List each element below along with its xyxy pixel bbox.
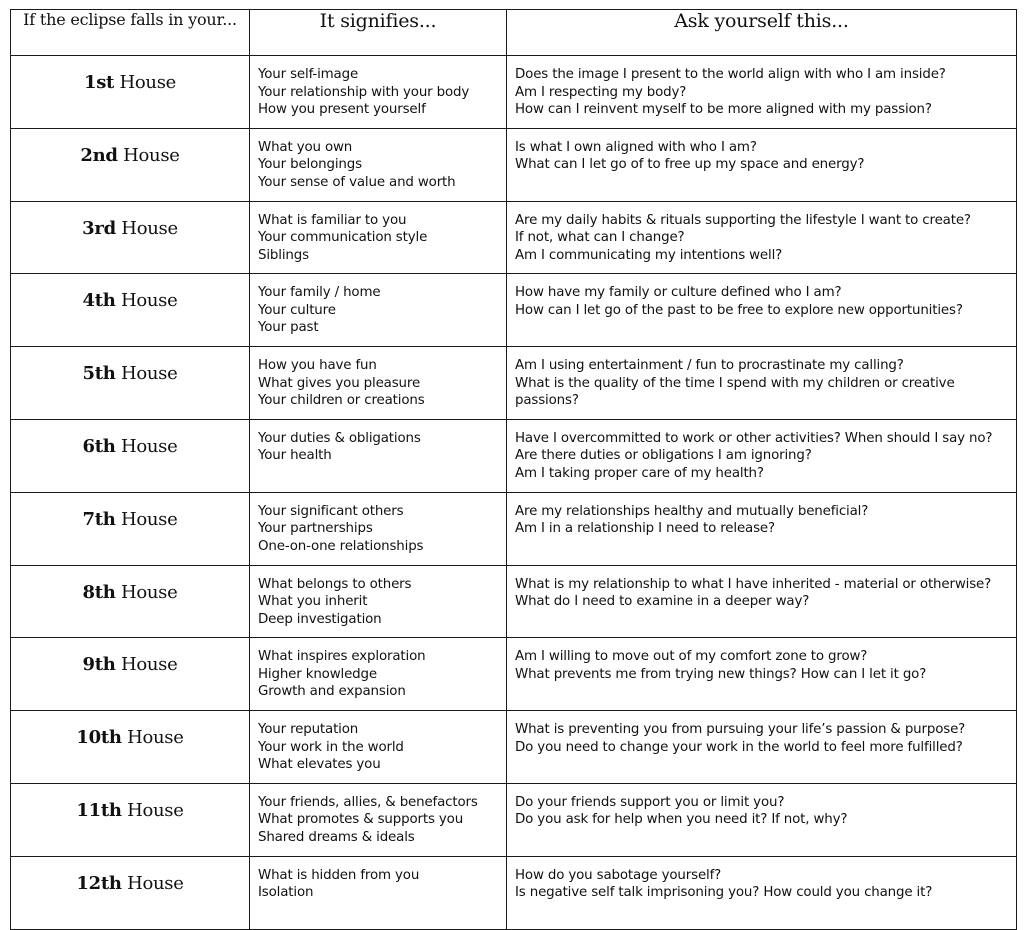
house-cell [11,565,250,638]
table-row [11,419,1017,492]
house-label: House [120,508,178,530]
signifies-item: Your belongings [258,157,362,173]
ask-cell [507,638,1017,711]
signifies-item: Your family / home [258,285,381,301]
ask-question: Are there duties or obligations I am ignoring? [515,448,812,464]
signifies-item: Your duties & obligations [258,430,421,446]
signifies-item: What belongs to others [258,576,412,592]
ask-cell [507,128,1017,201]
table-row [11,347,1017,420]
ask-question: Are my relationships healthy and mutually beneficial? [515,503,869,519]
table-row [11,856,1017,929]
house-number: 8th [82,581,116,603]
signifies-item: Your self-image [258,67,359,82]
table-row [11,492,1017,565]
house-cell [11,56,250,129]
ask-cell [507,201,1017,274]
signifies-item: One-on-one relationships [258,538,424,554]
ask-question: What is my relationship to what I have inherited - material or otherwise? [515,576,992,592]
ask-question: Do your friends support you or limit you? [515,794,785,810]
ask-question: If not, what can I change? [515,230,685,246]
ask-question: How do you sabotage yourself? [515,867,722,883]
house-cell [11,783,250,856]
ask-cell [507,419,1017,492]
ask-question: Am I willing to move out of my comfort zone to grow? [515,649,868,665]
signifies-item: What you inherit [258,594,368,610]
ask-question: What is preventing you from pursuing your life’s passion & purpose? [515,722,966,738]
house-cell [11,128,250,201]
signifies-item: Your culture [258,302,336,318]
house-number: 3rd [82,217,116,239]
signifies-cell [250,783,507,856]
house-number: 4th [82,290,116,312]
signifies-item: Your children or creations [258,393,425,409]
house-number: 11th [76,799,122,821]
house-cell [11,711,250,784]
signifies-cell [250,347,507,420]
ask-cell [507,565,1017,638]
table-row [11,783,1017,856]
signifies-item: How you have fun [258,358,377,374]
signifies-item: What is familiar to you [258,212,407,228]
house-label: House [127,799,184,821]
ask-question: Are my daily habits & rituals supporting the lifestyle I want to create? [515,212,971,228]
house-cell [11,419,250,492]
house-label: House [120,363,178,385]
signifies-item: Siblings [258,247,309,263]
signifies-item: Your significant others [258,503,404,519]
signifies-item: What is hidden from you [258,867,420,883]
house-cell [11,856,250,929]
signifies-item: What you own [258,139,353,155]
signifies-cell [250,492,507,565]
signifies-item: How you present yourself [258,102,426,117]
ask-question: What can I let go of to free up my space and energy? [515,157,865,173]
ask-question: Do you ask for help when you need it? If not, why? [515,812,848,828]
signifies-item: Your work in the world [258,739,404,755]
ask-cell [507,56,1017,129]
ask-question: What is the quality of the time I spend with my children or creative passions? [515,375,955,409]
house-number: 2nd [80,144,118,166]
signifies-item: What gives you pleasure [258,375,421,391]
table-row [11,274,1017,347]
ask-question: Do you need to change your work in the world to feel more fulfilled? [515,739,963,755]
house-label: House [120,290,178,312]
house-label: House [119,72,177,93]
ask-question: How can I reinvent myself to be more aligned with my passion? [515,102,932,117]
ask-cell [507,711,1017,784]
ask-question: What prevents me from trying new things? How can I let it go? [515,666,927,682]
ask-question: How have my family or culture defined who I am? [515,285,842,301]
ask-question: Is what I own aligned with who I am? [515,139,757,155]
house-label: House [123,144,180,166]
signifies-item: What inspires exploration [258,649,426,665]
table-row [11,638,1017,711]
house-cell [11,638,250,711]
ask-question: Does the image I present to the world align with who I am inside? [515,67,946,82]
signifies-item: Your sense of value and worth [258,174,456,190]
house-label: House [121,217,178,239]
signifies-cell [250,856,507,929]
ask-question: Am I respecting my body? [515,84,687,100]
house-cell [11,201,250,274]
ask-question: Is negative self talk imprisoning you? How could you change it? [515,885,933,901]
table-row [11,56,1017,129]
table-row [11,201,1017,274]
signifies-cell [250,56,507,129]
signifies-cell [250,638,507,711]
signifies-cell [250,711,507,784]
header-signifies: It signifies... [250,10,507,56]
house-label: House [120,654,178,676]
house-number: 6th [82,435,116,457]
house-number: 5th [82,363,116,385]
ask-cell [507,274,1017,347]
signifies-cell [250,565,507,638]
table-body [11,56,1017,930]
signifies-cell [250,201,507,274]
eclipse-houses-table [10,9,1017,930]
signifies-item: What elevates you [258,757,381,773]
ask-cell [507,783,1017,856]
house-label: House [127,872,184,894]
ask-question: Am I using entertainment / fun to procrastinate my calling? [515,358,904,374]
table-row [11,565,1017,638]
signifies-item: Deep investigation [258,611,382,627]
table-row [11,711,1017,784]
ask-cell [507,492,1017,565]
ask-question: What do I need to examine in a deeper way? [515,594,810,610]
house-number: 10th [76,727,122,749]
signifies-item: Isolation [258,885,314,901]
ask-question: Am I taking proper care of my health? [515,465,764,481]
ask-question: Have I overcommitted to work or other activities? When should I say no? [515,430,993,446]
ask-cell [507,347,1017,420]
house-number: 1st [83,72,115,93]
house-number: 7th [82,508,116,530]
house-label: House [120,581,178,603]
signifies-item: What promotes & supports you [258,812,464,828]
signifies-item: Your relationship with your body [258,84,470,100]
ask-cell [507,856,1017,929]
signifies-item: Higher knowledge [258,666,377,682]
ask-question: How can I let go of the past to be free to explore new opportunities? [515,302,963,318]
house-label: House [120,435,178,457]
signifies-cell [250,274,507,347]
signifies-item: Growth and expansion [258,684,406,700]
ask-question: Am I communicating my intentions well? [515,247,783,263]
house-cell [11,274,250,347]
house-cell [11,347,250,420]
signifies-cell [250,419,507,492]
house-label: House [127,727,184,749]
house-cell [11,492,250,565]
house-number: 9th [82,654,116,676]
signifies-item: Your communication style [258,230,428,246]
house-number: 12th [76,872,122,894]
ask-question: Am I in a relationship I need to release? [515,521,775,537]
signifies-item: Your past [258,320,319,336]
signifies-cell [250,128,507,201]
signifies-item: Shared dreams & ideals [258,829,415,845]
signifies-item: Your partnerships [258,521,373,537]
signifies-item: Your reputation [258,722,359,738]
header-ask-yourself: Ask yourself this... [507,10,1017,56]
signifies-item: Your health [258,448,332,464]
signifies-item: Your friends, allies, & benefactors [258,794,478,810]
table-row [11,128,1017,201]
header-eclipse-falls: If the eclipse falls in your... [11,10,250,56]
header-row [11,10,1017,56]
